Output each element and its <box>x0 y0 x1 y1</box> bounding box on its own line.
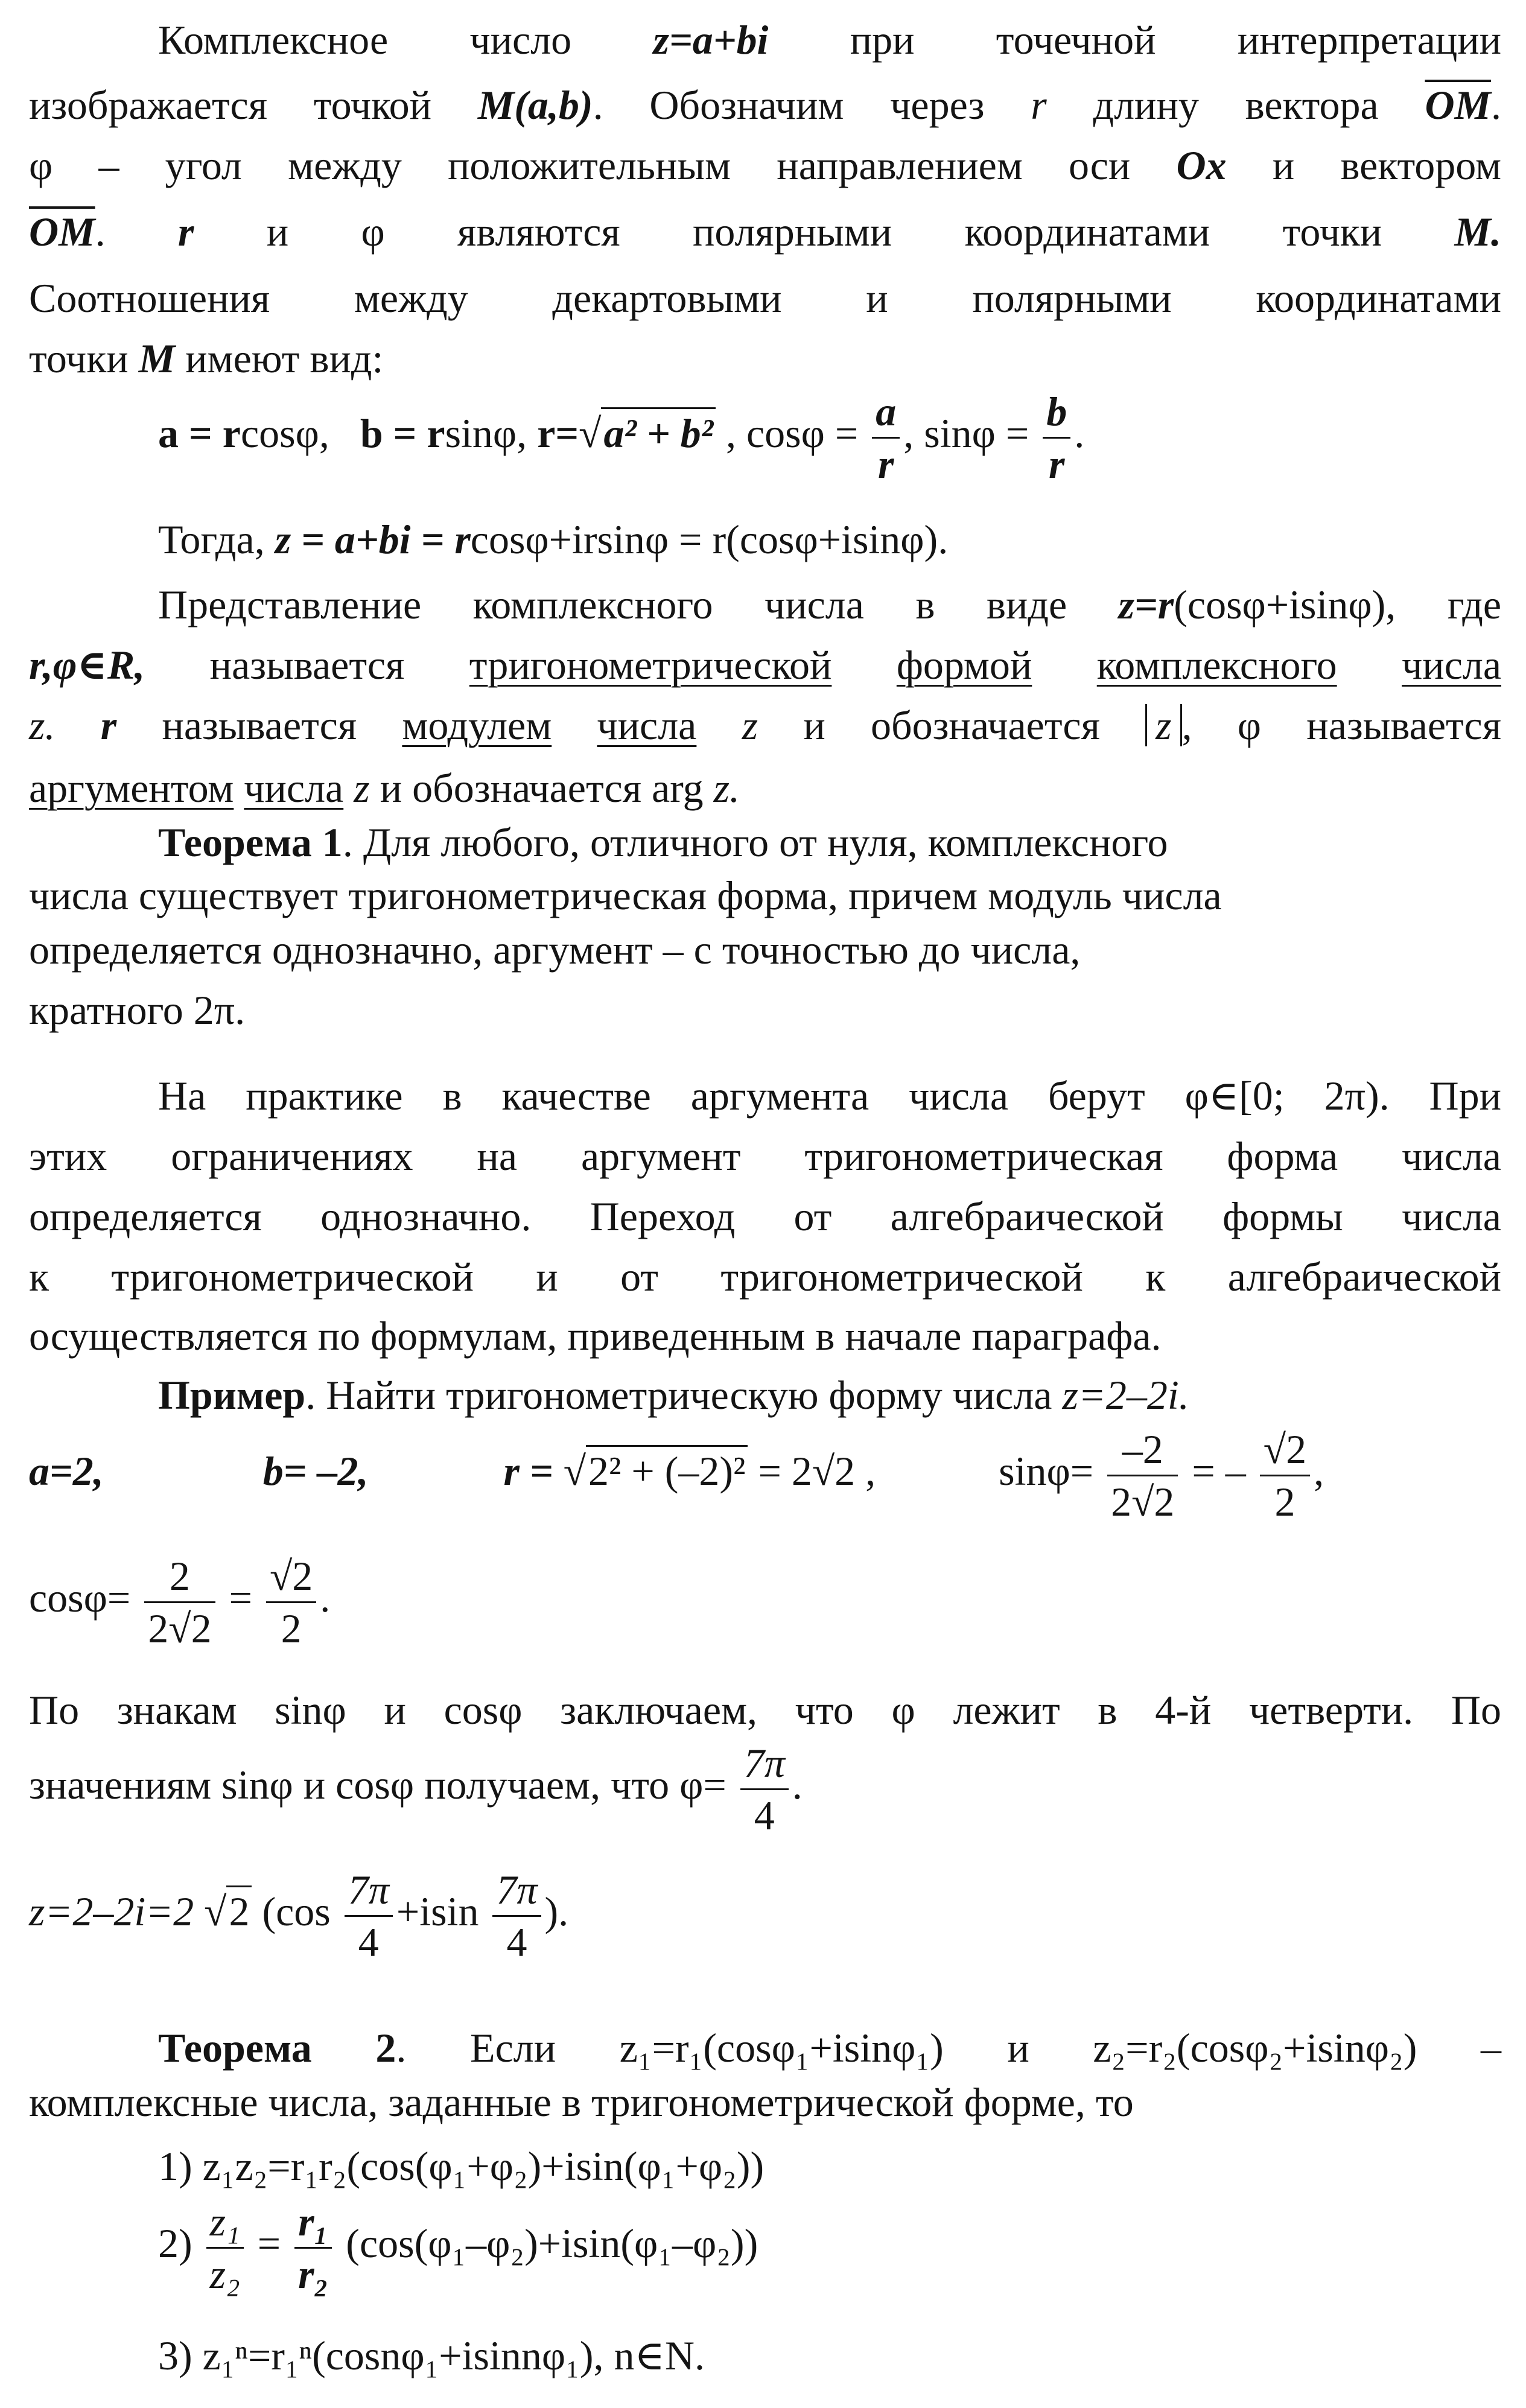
numerator: a <box>872 386 900 439</box>
math-var: r <box>177 209 194 255</box>
text-line <box>158 1069 1501 1122</box>
denominator: r₂ <box>298 2251 329 2297</box>
math: 3) z₁ⁿ=r₁ⁿ(cosnφ₁+isinnφ₁), n∈N. <box>158 2333 705 2378</box>
underlined-term: числа <box>1402 642 1501 688</box>
math: = 2√2 , <box>758 1448 876 1495</box>
denominator: z₂ <box>209 2251 240 2297</box>
math-var: z. <box>713 765 740 811</box>
numerator: √2 <box>266 1551 316 1603</box>
math: b= –2, <box>262 1448 369 1495</box>
numerator: z₁ <box>206 2196 244 2249</box>
text: и обозначается arg <box>380 765 704 811</box>
underlined-term: модулем <box>402 702 552 748</box>
denominator: 4 <box>506 1919 527 1965</box>
math: cosφ+ir <box>470 516 597 562</box>
theorem-title: Теорема 2 <box>158 2025 396 2071</box>
math-var: M <box>138 335 176 381</box>
text: называется <box>162 702 357 748</box>
fraction <box>1043 386 1070 489</box>
math: cosφ, <box>240 410 329 457</box>
text: . <box>1491 82 1502 128</box>
numerator: 7π <box>345 1864 393 1917</box>
math: z=2–2i. <box>1062 1372 1189 1418</box>
sqrt-expression: a² + b² <box>601 407 716 457</box>
underlined-term: числа <box>244 765 344 811</box>
numerator: 7π <box>492 1864 541 1917</box>
vector-om: $\overline{OM}$ <box>29 209 95 255</box>
text: точки <box>29 335 129 381</box>
text-line <box>29 923 1501 976</box>
text: Представление комплексного числа в виде <box>158 582 1067 627</box>
text-line <box>29 869 1501 922</box>
math: sinφ, <box>445 410 527 457</box>
text: к тригонометрической и от тригонометрической к алгебраической <box>29 1254 1501 1300</box>
modulus-notation: z <box>1145 704 1181 746</box>
math: = <box>257 2220 281 2267</box>
text: и вектором <box>1272 142 1502 188</box>
theorem-2-item-3 <box>158 2329 1501 2382</box>
text-line <box>158 13 1501 66</box>
text-line <box>29 1190 1501 1243</box>
sqrt-expression: 2 <box>226 1885 252 1936</box>
text-line <box>29 332 1501 385</box>
text: . Для любого, отличного от нуля, комплексного <box>342 819 1168 865</box>
math-var: z <box>742 702 758 748</box>
math-expression: M(a,b) <box>477 82 593 128</box>
math: z=2–2i=2 <box>29 1889 194 1935</box>
math: , cosφ = <box>725 410 859 457</box>
denominator: 2 <box>1274 1479 1296 1525</box>
math: , <box>1314 1448 1324 1495</box>
text: По знакам sinφ и cosφ заключаем, что φ лежит в 4-й четверти. По <box>29 1687 1501 1733</box>
text: имеют вид: <box>185 335 384 381</box>
math-var: z. <box>29 702 56 748</box>
text: и обозначается <box>803 702 1100 748</box>
math: z = a+bi = r <box>275 516 471 562</box>
math: r = <box>503 1448 553 1495</box>
text: . <box>95 209 106 255</box>
text: значениям sinφ и cosφ получаем, что φ= <box>29 1762 726 1808</box>
text-line <box>29 1129 1501 1183</box>
text: φ – угол между положительным направлением оси <box>29 142 1131 188</box>
math-var: Ox <box>1176 142 1227 188</box>
numerator: 2 <box>144 1551 215 1603</box>
text: . Обозначим через <box>593 82 985 128</box>
math: = <box>229 1575 252 1621</box>
fraction <box>266 1551 316 1654</box>
math-var: M. <box>1454 209 1502 255</box>
text-line <box>29 78 1501 132</box>
sqrt-expression: 2² + (–2)² <box>586 1445 748 1495</box>
text: Соотношения между декартовыми и полярными координатами <box>29 275 1501 321</box>
text: (cosφ+isinφ), где <box>1174 582 1502 627</box>
math-var: r <box>100 702 117 748</box>
text-line <box>29 761 1501 815</box>
formula-trig-form: z=2–2i=2 √2 (cos $\frac{7\pi}{4}$ +isin $\frac{7\pi}{4}$ ). <box>29 1864 1501 1968</box>
theorem-2 <box>158 2021 1501 2074</box>
text: Тогда, <box>158 516 265 562</box>
text-line <box>29 1738 1501 1841</box>
fraction <box>206 2196 244 2299</box>
text: этих ограничениях на аргумент тригонометрическая форма числа <box>29 1133 1501 1179</box>
fraction <box>144 1551 215 1654</box>
numerator: 7π <box>740 1738 789 1790</box>
underlined-term: числа <box>597 702 697 748</box>
underlined-term: формой <box>896 642 1032 688</box>
formula-example: a=2, b= –2, r = √2² + (–2)² = 2√2 , sinφ= $\frac{-2}{2√2}$ = – $\frac{√2}{2}$ , <box>29 1424 1501 1527</box>
text-line <box>29 139 1501 192</box>
text-line <box>29 1309 1501 1362</box>
text-line <box>29 699 1501 752</box>
math: (cos(φ₁–φ₂)+isin(φ₁–φ₂)) <box>346 2220 758 2267</box>
text-line <box>29 1683 1501 1736</box>
math: a=2, <box>29 1448 104 1495</box>
text: определяется однозначно, аргумент – с точностью до числа, <box>29 927 1081 973</box>
math: cosφ= <box>29 1575 131 1621</box>
math: . <box>792 1762 803 1808</box>
text: осуществляется по формулам, приведенным в начале параграфа. <box>29 1313 1162 1359</box>
text-line <box>158 513 1501 566</box>
text: называется <box>209 642 405 688</box>
theorem-2-item-1 <box>158 2140 1501 2193</box>
math: , sinφ = <box>903 410 1029 457</box>
denominator: r <box>878 441 894 487</box>
denominator: 2√2 <box>1111 1479 1175 1525</box>
math: z=r <box>1118 582 1174 627</box>
text-line <box>29 2076 1501 2129</box>
denominator: 4 <box>358 1919 379 1965</box>
underlined-term: аргументом <box>29 765 234 811</box>
text: изображается точкой <box>29 82 432 128</box>
math-var: r <box>1031 82 1047 128</box>
fraction <box>1107 1424 1178 1527</box>
math: ). <box>544 1889 569 1935</box>
math: a = r <box>158 410 241 457</box>
text-line <box>29 1250 1501 1303</box>
math: = – <box>1192 1448 1246 1495</box>
fraction <box>740 1738 789 1841</box>
text: длину вектора <box>1093 82 1379 128</box>
denominator: 4 <box>754 1793 775 1838</box>
math: r,φ∈R, <box>29 642 145 688</box>
math: r= <box>537 410 579 457</box>
math: b = r <box>360 410 445 457</box>
math: (cos <box>262 1889 331 1935</box>
formula-cos <box>29 1551 1501 1654</box>
math: . <box>320 1575 331 1621</box>
denominator: 2√2 <box>148 1606 212 1651</box>
numerator: b <box>1043 386 1070 439</box>
text: определяется однозначно. Переход от алгебраической формы числа <box>29 1193 1501 1239</box>
fraction <box>1260 1424 1310 1527</box>
text: и φ являются полярными координатами точки <box>266 209 1382 255</box>
text: числа существует тригонометрическая форма, причем модуль числа <box>29 872 1222 918</box>
text-line <box>29 205 1501 258</box>
math: 1) z₁z₂=r₁r₂(cos(φ₁+φ₂)+isin(φ₁+φ₂)) <box>158 2143 765 2189</box>
text: . Если z₁=r₁(cosφ₁+isinφ₁) и z₂=r₂(cosφ₂+isinφ₂) – <box>396 2025 1501 2071</box>
math-expression: z=a+bi <box>653 17 769 63</box>
theorem-2-item-2 <box>158 2196 1501 2299</box>
numerator: –2 <box>1107 1424 1178 1476</box>
denominator: 2 <box>281 1606 302 1651</box>
example-heading <box>158 1368 1501 1422</box>
theorem-title: Теорема 1 <box>158 819 343 865</box>
underlined-term: тригонометрической <box>469 642 832 688</box>
vector-om: $\overline{OM}$ <box>1425 82 1492 128</box>
text-line <box>29 272 1501 325</box>
formula-polar-relations: a = rcosφ, b = rsinφ, r=√a² + b² , cosφ = $\frac{a}{r}$ , sinφ = $\frac{b}{r}$ . <box>158 386 1526 489</box>
text-line <box>29 638 1501 691</box>
numerator: r₁ <box>294 2196 332 2249</box>
text: кратного 2π. <box>29 987 246 1033</box>
math: +isin <box>396 1889 479 1935</box>
text: , φ называется <box>1181 702 1502 748</box>
math: (cosφ+isinφ). <box>726 516 949 562</box>
text-line <box>29 983 1501 1037</box>
numerator: √2 <box>1260 1424 1310 1476</box>
math: sinφ= <box>999 1448 1094 1495</box>
denominator: r <box>1048 441 1065 487</box>
math: . <box>1074 410 1085 457</box>
fraction <box>492 1864 541 1968</box>
fraction <box>345 1864 393 1968</box>
theorem-1 <box>158 816 1401 869</box>
math: sinφ = r <box>597 516 726 562</box>
text: На практике в качестве аргумента числа берут φ∈[0; 2π). При <box>158 1073 1501 1119</box>
fraction <box>872 386 900 489</box>
underlined-term: комплексного <box>1096 642 1337 688</box>
text: комплексные числа, заданные в тригонометрической форме, то <box>29 2079 1134 2125</box>
text: . Найти тригонометрическую форму числа <box>305 1372 1052 1418</box>
math-var: z <box>354 765 370 811</box>
text: при точечной интерпретации <box>850 17 1501 63</box>
example-title: Пример <box>158 1372 306 1418</box>
text: Комплексное число <box>158 17 572 63</box>
text-line <box>158 578 1501 631</box>
math: 2) <box>158 2220 192 2267</box>
fraction <box>294 2196 332 2299</box>
